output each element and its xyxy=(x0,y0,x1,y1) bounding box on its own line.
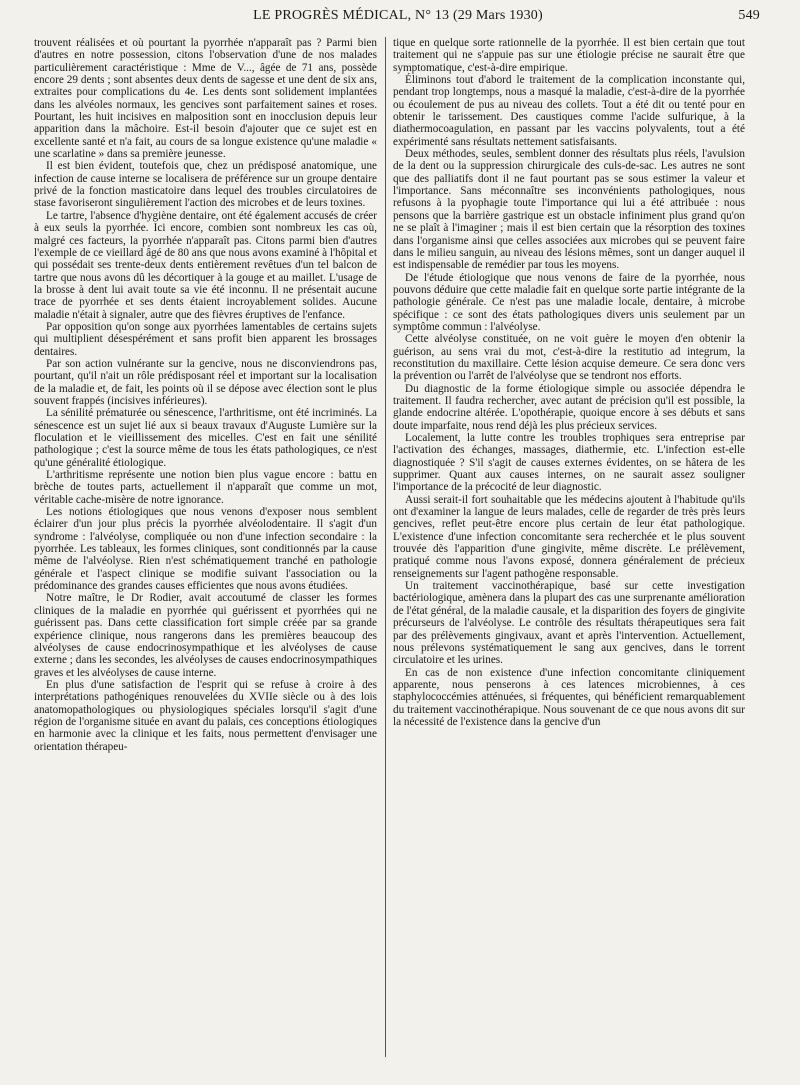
paragraph: Deux méthodes, seules, semblent donner des résultats plus réels, l'avulsion de la dent ou la suppression chirurgicale des culs-de-sac. Les autres ne sont que des palliatifs dont il ne faut pourtant pas se sous estimer la valeur et l'importance. Sans méconnaître ses inconvénients pathologiques, nous refusons à la pyophagie toute l'importance qui lui a été attribuée : nous pensons que la barrière gastrique est un obstacle infiniment plus grand qu'on ne se plaît à l'imaginer ; mais il est bien certain que la résorption des toxines dans l'organisme ainsi que celles associées aux microbes qui se peuvent faire dans le milieu sanguin, au niveau des lésions mêmes, sont un danger auquel il est indispensable de remédier par tous les moyens. xyxy=(393,148,745,272)
paragraph: Éliminons tout d'abord le traitement de la complication inconstante qui, pendant trop longtemps, nous a masqué la maladie, c'est-à-dire de la pyorrhée ou écoulement de pus au niveau des collets. Tout a été dit ou tenté pour en obtenir le tarissement. Des caustiques comme l'acide sulfurique, à la diathermocoagulation, en passant par les vaccins polyvalents, tout a été expérimenté sans résultats nettement satisfaisants. xyxy=(393,74,745,148)
column-divider xyxy=(385,37,386,1057)
paragraph: Il est bien évident, toutefois que, chez un prédisposé anatomique, une infection de cause interne se localisera de préférence sur un groupe dentaire privé de la fonction masticatoire dans lequel des troubles circulatoires de stase favoriseront singulièrement l'action des microbes et de leurs toxines. xyxy=(34,160,377,210)
paragraph: Cette alvéolyse constituée, on ne voit guère le moyen d'en obtenir la guérison, au sens vrai du mot, c'est-à-dire la restitutio ad integrum, la reconstitution du maxillaire. Cette lésion acquise demeure. Ce sera donc vers la prévention ou l'arrêt de l'alvéolyse que se tendront nos efforts. xyxy=(393,333,745,383)
paragraph: En cas de non existence d'une infection concomitante cliniquement apparente, nous penserons à ces latences microbiennes, à ces staphylococcémies atténuées, si fréquentes, qui bénéficient remarquablement du traitement vaccinothérapique. Nous souvenant de ce que nous avons dit sur la nécessité de l'existence dans la gencive d'un xyxy=(393,666,745,728)
paragraph: tique en quelque sorte rationnelle de la pyorrhée. Il est bien certain que tout traitement qui ne s'appuie pas sur une étiologie précise ne saurait être que symptomatique, c'est-à-dire empirique. xyxy=(393,37,745,74)
paragraph: La sénilité prématurée ou sénescence, l'arthritisme, ont été incriminés. La sénescence est un sujet lié aux si beaux travaux d'Auguste Lumière sur la floculation et le vieillissement des micelles. C'est en fait une sénilité pathologique ; c'est la source même de tous les états pathologiques, ce n'est qu'une généralité étiologique. xyxy=(34,407,377,469)
paragraph: De l'étude étiologique que nous venons de faire de la pyorrhée, nous pouvons déduire que cette maladie fait en quelque sorte partie intégrante de la pathologie générale. Ce n'est pas une maladie locale, dentaire, à microbe spécifique : ce sont des états pathologiques divers unis seulement par un symptôme commun : l'alvéolyse. xyxy=(393,271,745,333)
paragraph: Du diagnostic de la forme étiologique simple ou associée dépendra le traitement. Il faudra rechercher, avec autant de précision qu'il est possible, la glande endocrine altérée. L'opothérapie, quoique encore à ses débuts et sans doute imparfaite, nous rend déjà les plus précieux services. xyxy=(393,382,745,432)
paragraph: Notre maître, le Dr Rodier, avait accoutumé de classer les formes cliniques de la maladie en pyorrhée qui guérissent et pyorrhées qui ne guérissent pas. Dans cette classification fort simple créée par sa grande expérience clinique, nous rangerons dans les premières beaucoup des alvéolyses de cause endocrinosympathique et les alvéolyses de cause externe ; dans les secondes, les alvéolyses de causes endocrinosympathiques graves et les alvéolyses de cause interne. xyxy=(34,592,377,679)
paragraph: En plus d'une satisfaction de l'esprit qui se refuse à croire à des interprétations pathogéniques renouvelées du XVIIe siècle ou à des lois anatomopathologiques ou physiologiques spéciales lorsqu'il s'agit d'une région de l'organisme située en avant du palais, ces conceptions étiologiques en harmonie avec la clinique et les faits, nous permettent d'envisager une orientation thérapeu- xyxy=(34,678,377,753)
paragraph: Un traitement vaccinothérapique, basé sur cette investigation bactériologique, amènera dans la plupart des cas une surprenante amélioration de l'état général, de la maladie causale, et la disparition des foyers de gingivite précurseurs de l'alvéolyse. Le contrôle des résultats thérapeutiques sera fait par des prélèvements gingivaux, avant et après l'intervention. Actuellement, nous prélevons systématiquement le sang aux gencives, dans le torrent circulatoire et les urines. xyxy=(393,580,745,667)
paragraph: Les notions étiologiques que nous venons d'exposer nous semblent éclairer d'un jour plus précis la pyorrhée alvéolodentaire. Il s'agit d'un syndrome : l'alvéolyse, compliquée ou non d'une infection secondaire : la pyorrhée. Les tableaux, les formes cliniques, sont conditionnés par la cause même de l'alvéolyse. Rien n'est schématiquement tranché en pathologie générale et l'aspect clinique se modifie suivant l'association ou la prédominance des grandes causes efficientes que nous avons étudiées. xyxy=(34,506,377,593)
paragraph: trouvent réalisées et où pourtant la pyorrhée n'apparaît pas ? Parmi bien d'autres en notre possession, citons l'observation d'une de nos malades particulièrement caractéristique : Mme de V..., âgée de 71 ans, possède encore 29 dents ; sont absentes deux dents de sagesse et une dent de six ans, extraites pour complications du 4e. Les dents sont solidement implantées dans les alvéoles normaux, les gencives sont parfaitement saines et roses. Pourtant, les huit incisives en malposition sont en inocclusion depuis leur apparition dans la mâchoire. Est-il besoin d'ajouter que ce sujet est en excellente santé et n'a fait, au cours de sa longue existence qu'une maladie « une scarlatine » dans sa première jeunesse. xyxy=(34,37,377,161)
paragraph: Aussi serait-il fort souhaitable que les médecins ajoutent à l'habitude qu'ils ont d'examiner la langue de leurs malades, celle de regarder de très près leurs gencives, reflet peut-être encore plus certain de leur état pathologique. L'existence d'une infection concomitante sera recherchée et le plus souvent trouvée dès l'apparition d'une gingivite, même discrète. Le prélèvement, pratiqué comme nous l'avons exposé, donnera généralement de précieux renseignements sur l'agent pathogène responsable. xyxy=(393,493,745,580)
paragraph: Le tartre, l'absence d'hygiène dentaire, ont été également accusés de créer à eux seuls la pyorrhée. Ici encore, combien sont nombreux les cas où, malgré ces facteurs, la pyorrhée n'apparaît pas. Citons parmi bien d'autres l'exemple de ce vieillard âgé de 80 ans que nous avons examiné à l'hôpital et qui possédait ses trente-deux dents entièrement revêtues d'un tel balcon de tartre que nous avons dû les décortiquer à la gouge et au maillet. L'usage de la brosse à dent lui avait toute sa vie été inconnu. Il ne présentait aucune trace de pyorrhée et ses dents étaient incroyablement solides. Aucune maladie n'était à signaler, autre que des fièvres éruptives de l'enfance. xyxy=(34,209,377,321)
paragraph: Par opposition qu'on songe aux pyorrhées lamentables de certains sujets qui multiplient désespérément et sans profit bien apparent les brossages dentaires. xyxy=(34,320,377,358)
running-header xyxy=(36,8,760,28)
left-column xyxy=(34,37,377,1072)
paragraph: Par son action vulnérante sur la gencive, nous ne disconviendrons pas, pourtant, qu'il n'ait un rôle prédisposant réel et important sur la localisation de la maladie et, de fait, les points où il se dépose avec élection sont le plus souvent frappés (incisives inférieures). xyxy=(34,357,377,407)
page-number: 549 xyxy=(738,8,760,23)
journal-title: LE PROGRÈS MÉDICAL, N° 13 (29 Mars 1930) xyxy=(253,8,543,23)
right-column xyxy=(393,37,745,1072)
paragraph: L'arthritisme représente une notion bien plus vague encore : battu en brèche de toutes parts, actuellement il n'apparaît que comme un mot, véritable cache-misère de notre ignorance. xyxy=(34,469,377,506)
paragraph: Localement, la lutte contre les troubles trophiques sera entreprise par l'activation des échanges, massages, diathermie, etc. L'infection est-elle diagnostiquée ? S'il s'agit de causes externes évidentes, on se hâtera de les supprimer. Quant aux causes internes, on ne saurait assez souligner l'importance de la précocité de leur diagnostic. xyxy=(393,432,745,494)
